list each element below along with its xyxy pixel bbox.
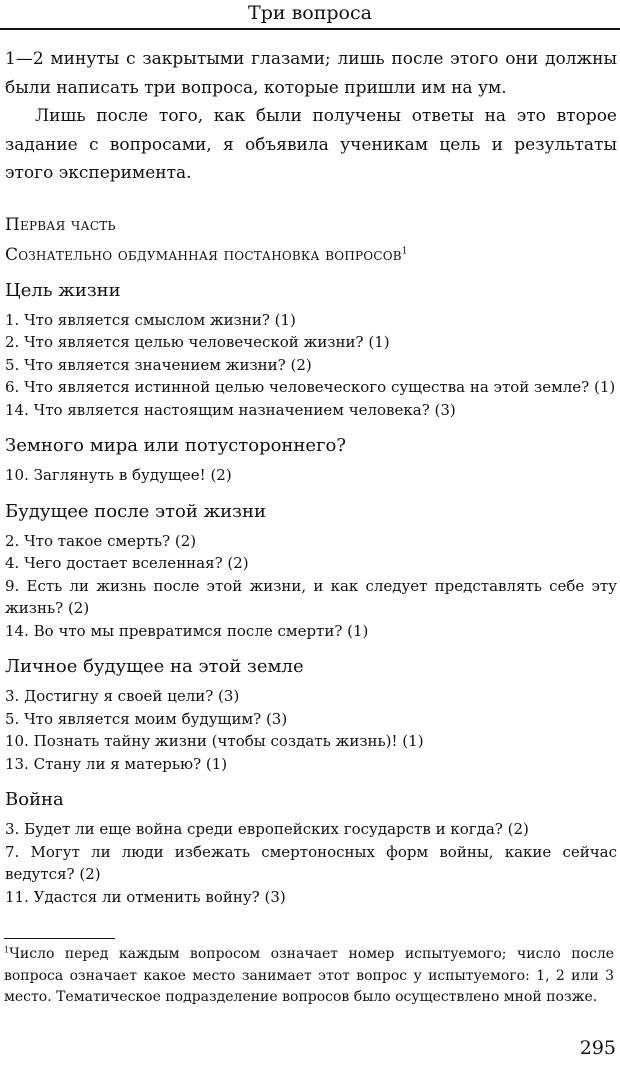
question-item: 1. Что является смыслом жизни? (1) [5,310,296,329]
question-item: 6. Что является истинной целью человеческого существа на этой земле? (1) [5,378,616,396]
part-subtitle-text: Сознательно обдуманная постановка вопросов [5,244,402,265]
part-subtitle [5,240,617,270]
page-body [5,45,617,908]
question-item: 2. Что такое смерть? (2) [5,531,197,550]
footnote-text: Число перед каждым вопросом означает номер испытуемого; число после вопроса означает какое место занимает этот вопрос у испытуемого: 1, 2 или 3 место. Тематическое подразделение вопросов было осуществлено мной позже. [4,946,614,1005]
section-title: Война [5,789,64,810]
header-divider [0,28,620,30]
section-future-after-life [5,497,617,643]
section-title: Цель жизни [5,279,121,301]
page-number: 295 [579,1037,616,1059]
question-item: 14. Во что мы превратимся после смерти? (1) [5,621,369,640]
footnote-marker: 1 [4,945,10,955]
question-item: 14. Что является настоящим назначением человека? (3) [5,400,456,419]
footnote-reference: 1 [401,245,408,256]
section-earthly-or-otherworldly [5,431,617,487]
question-item: 13. Стану ли я матерью? (1) [5,754,228,773]
question-item: 4. Чего достает вселенная? (2) [5,554,249,572]
section-title: Земного мира или потустороннего? [5,435,346,456]
section-personal-future [5,652,617,775]
part-title: Первая часть [5,214,116,235]
intro-paragraph-2: Лишь после того, как были получены ответы на это второе задание с вопросами, я объявила ученикам цель и результаты этого эксперимента. [5,106,617,183]
running-title: Три вопроса [248,2,372,24]
question-item: 2. Что является целью человеческой жизни? (1) [5,333,390,351]
question-item: 7. Могут ли люди избежать смертоносных форм войны, какие сейчас ведутся? (2) [5,842,617,883]
question-item: 3. Будет ли еще война среди европейских государств и когда? (2) [5,820,529,838]
footnote [4,944,614,1009]
question-item: 5. Что является моим будущим? (3) [5,709,288,728]
part-heading [5,210,617,270]
question-item: 3. Достигну я своей цели? (3) [5,687,240,705]
page-header [0,0,620,30]
section-life-purpose [5,276,617,422]
section-title: Личное будущее на этой земле [5,656,304,677]
question-item: 11. Удастся ли отменить войну? (3) [5,887,286,906]
section-war [5,785,617,908]
question-item: 10. Познать тайну жизни (чтобы создать жизнь)! (1) [5,732,424,750]
intro-paragraph-1: 1—2 минуты с закрытыми глазами; лишь после этого они должны были написать три вопроса, которые пришли им на ум. [5,49,617,98]
question-item: 5. Что является значением жизни? (2) [5,355,312,374]
section-title: Будущее после этой жизни [5,500,266,522]
question-item: 10. Заглянуть в будущее! (2) [5,466,232,484]
footnote-divider [4,938,115,939]
question-item: 9. Есть ли жизнь после этой жизни, и как следует представлять себе эту жизнь? (2) [5,576,617,617]
